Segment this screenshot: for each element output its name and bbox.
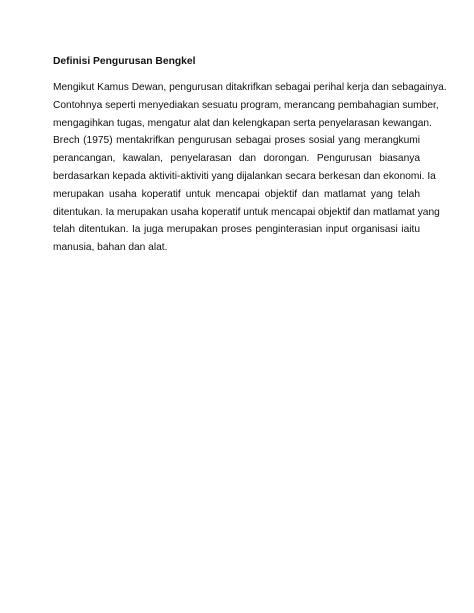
section-heading: Definisi Pengurusan Bengkel xyxy=(53,56,196,67)
paragraph-line: Contohnya seperti menyediakan sesuatu program, merancang pembahagian sumber, xyxy=(53,99,439,111)
paragraph-line: ditentukan. Ia merupakan usaha koperatif untuk mencapai objektif dan matlamat yang xyxy=(53,206,440,218)
paragraph-line: perancangan, kawalan, penyelarasan dan dorongan. Pengurusan biasanya xyxy=(53,153,420,165)
paragraph-line: Mengikut Kamus Dewan, pengurusan ditakrifkan sebagai perihal kerja dan sebagainya. xyxy=(53,82,447,93)
paragraph-line: berdasarkan kepada aktiviti-aktiviti yang dijalankan secara berkesan dan ekonomi. Ia xyxy=(53,170,436,182)
paragraph-line: merupakan usaha koperatif untuk mencapai objektif dan matlamat yang telah xyxy=(53,188,420,200)
paragraph-line: manusia, bahan dan alat. xyxy=(53,242,168,254)
paragraph-line: Brech (1975) mentakrifkan pengurusan sebagai proses sosial yang merangkumi xyxy=(53,135,420,147)
paragraph-line: telah ditentukan. Ia juga merupakan proses penginterasian input organisasi iaitu xyxy=(53,224,420,236)
paragraph-line: mengagihkan tugas, mengatur alat dan kelengkapan serta penyelarasan kewangan. xyxy=(53,117,432,129)
body-paragraph xyxy=(53,79,447,257)
